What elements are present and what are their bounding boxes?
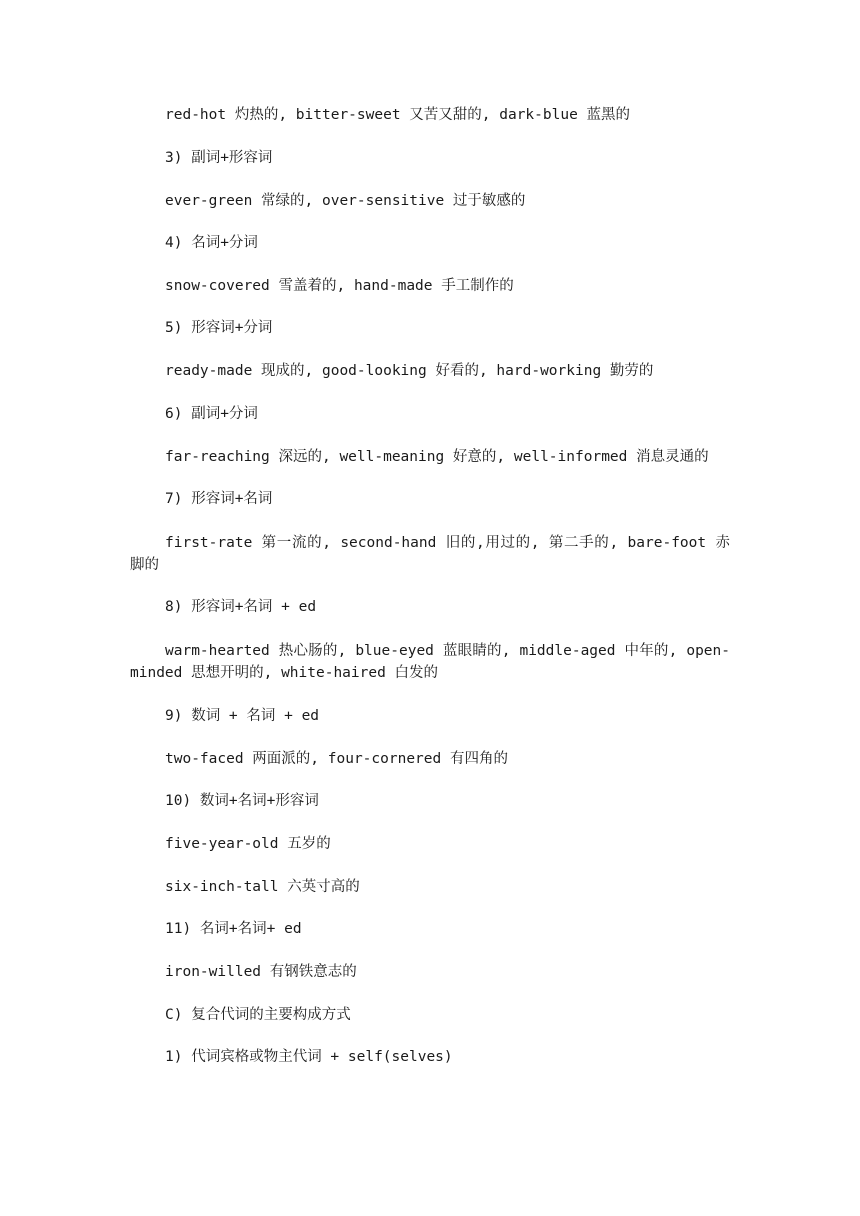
paragraph: ever-green 常绿的, over-sensitive 过于敏感的 [165, 193, 526, 209]
paragraph: iron-willed 有钢铁意志的 [165, 964, 357, 980]
section-heading: 5) 形容词+分词 [165, 320, 273, 336]
paragraph: six-inch-tall 六英寸高的 [165, 879, 360, 895]
paragraph: far-reaching 深远的, well-meaning 好意的, well-informed 消息灵通的 [165, 449, 709, 465]
section-heading: 3) 副词+形容词 [165, 150, 273, 166]
paragraph: first-rate 第一流的, second-hand 旧的,用过的, 第二手的, bare-foot 赤脚的 [130, 535, 730, 573]
paragraph: two-faced 两面派的, four-cornered 有四角的 [165, 751, 508, 767]
section-heading: 9) 数词 + 名词 + ed [165, 708, 320, 724]
section-heading: 1) 代词宾格或物主代词 + self(selves) [165, 1049, 453, 1065]
section-heading: 4) 名词+分词 [165, 235, 258, 251]
section-heading: 7) 形容词+名词 [165, 491, 273, 507]
paragraph: snow-covered 雪盖着的, hand-made 手工制作的 [165, 278, 514, 294]
section-heading: 8) 形容词+名词 + ed [165, 599, 317, 615]
paragraph: warm-hearted 热心肠的, blue-eyed 蓝眼睛的, middle-aged 中年的, open-minded 思想开明的, white-haired 白发的 [130, 643, 730, 681]
section-heading: 11) 名词+名词+ ed [165, 921, 302, 937]
section-heading: 6) 副词+分词 [165, 406, 258, 422]
section-heading: C) 复合代词的主要构成方式 [165, 1007, 351, 1023]
paragraph: ready-made 现成的, good-looking 好看的, hard-working 勤劳的 [165, 363, 654, 379]
paragraph: five-year-old 五岁的 [165, 836, 331, 852]
paragraph: red-hot 灼热的, bitter-sweet 又苦又甜的, dark-blue 蓝黑的 [165, 107, 631, 123]
section-heading: 10) 数词+名词+形容词 [165, 793, 319, 809]
